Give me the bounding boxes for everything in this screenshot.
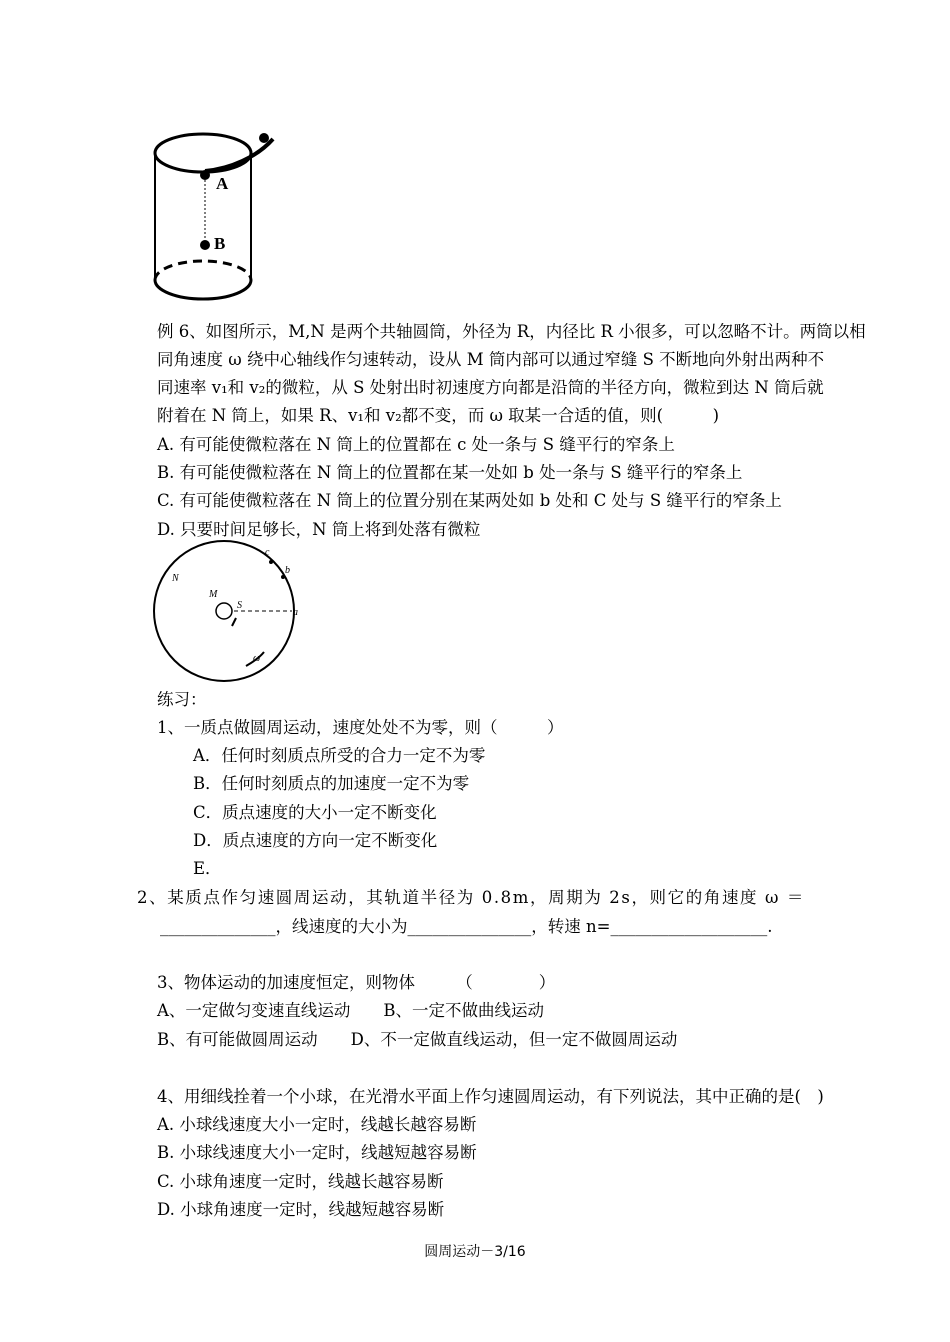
point-b [200,240,210,250]
label-b-point: b [285,565,290,576]
cylinder-bottom-front [155,280,251,299]
ball-on-rail [259,133,269,143]
label-a: A [216,174,229,193]
label-s: S [237,600,242,611]
label-c-point: c [265,547,270,558]
q3-options-row-1: A、一定做匀变速直线运动 B、一定不做曲线运动 [157,1001,545,1020]
example6-line-3: 同速率 v₁和 v₂的微粒，从 S 处射出时初速度方向都是沿筒的半径方向，微粒到达 N 筒后就 [157,378,824,397]
cylinder-top-ellipse [155,134,251,172]
example6-option-d: D. 只要时间足够长，N 筒上将到处落有微粒 [157,520,481,539]
q3-options-row-2: B、有可能做圆周运动 D、不一定做直线运动，但一定不做圆周运动 [157,1030,678,1049]
example6-option-c: C. 有可能使微粒落在 N 筒上的位置分别在某两处如 b 处和 C 处与 S 缝平行的窄条上 [157,491,782,510]
example6-line-2: 同角速度 ω 绕中心轴线作匀速转动，设从 M 筒内部可以通过窄缝 S 不断地向外射出两种不 [157,350,825,369]
cylinder-bottom-back-dashed [155,261,251,280]
q3-stem: 3、物体运动的加速度恒定，则物体 （ ） [157,973,556,992]
label-a-point: a [293,607,298,618]
q1-option-d: D．质点速度的方向一定不断变化 [193,831,438,850]
page-footer: 圆周运动－3/16 [424,1244,526,1260]
inner-rotation-arrow [232,618,236,626]
q1-option-a: A．任何时刻质点所受的合力一定不为零 [193,746,486,765]
example6-option-a: A. 有可能使微粒落在 N 筒上的位置都在 c 处一条与 S 缝平行的窄条上 [157,435,675,454]
q4-option-a: A. 小球线速度大小一定时，线越长越容易断 [157,1115,477,1134]
q4-stem: 4、用细线拴着一个小球，在光滑水平面上作匀速圆周运动，有下列说法，其中正确的是( ) [157,1087,824,1106]
label-m: M [209,589,218,600]
q1-option-b: B．任何时刻质点的加速度一定不为零 [193,774,470,793]
coaxial-cylinders-figure [150,540,310,690]
inner-cylinder-m [216,603,232,619]
q4-option-d: D. 小球角速度一定时，线越短越容易断 [157,1200,445,1219]
example6-option-b: B. 有可能使微粒落在 N 筒上的位置都在某一处如 b 处一条与 S 缝平行的窄条上 [157,463,743,482]
q1-option-e: E． [193,859,222,878]
label-omega: ω [253,653,261,664]
mark-c [269,560,273,564]
q1-stem: 1、一质点做圆周运动，速度处处不为零，则（ ） [157,718,564,737]
q2-line-1: 2、某质点作匀速圆周运动，其轨道半径为 0.8m，周期为 2s，则它的角速度 ω ＝ [137,888,805,907]
point-a [200,170,210,180]
example6-line-4: 附着在 N 筒上，如果 R、v₁和 v₂都不变，而 ω 取某一合适的值，则( ) [157,406,720,425]
label-n: N [172,573,179,584]
example6-line-1: 例 6、如图所示，M,N 是两个共轴圆筒，外径为 R，内径比 R 小很多，可以忽略不计。两筒以相 [157,322,866,341]
cylinder-figure [145,125,285,310]
q2-line-2: ______________，线速度的大小为_______________，转速 n=___________________. [160,917,773,936]
practice-heading: 练习： [157,690,207,709]
q4-option-b: B. 小球线速度大小一定时，线越短越容易断 [157,1143,477,1162]
q1-option-c: C．质点速度的大小一定不断变化 [193,803,437,822]
q4-option-c: C. 小球角速度一定时，线越长越容易断 [157,1172,444,1191]
label-b: B [214,234,226,253]
